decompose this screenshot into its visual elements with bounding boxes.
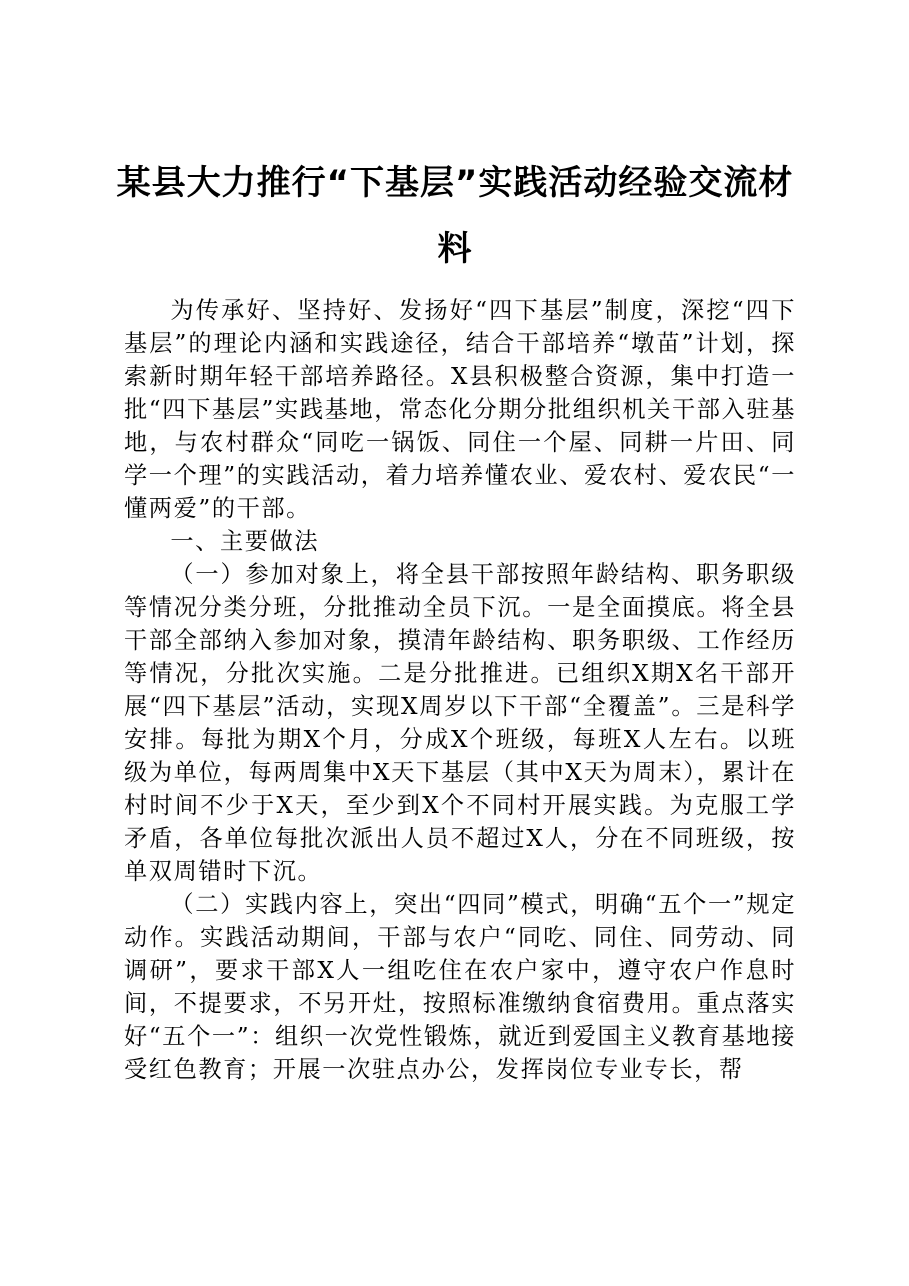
- document-title: 某县大力推行“下基层”实践活动经验交流材料: [116, 163, 794, 269]
- intro-paragraph: 为传承好、坚持好、发扬好“四下基层”制度，深挖“四下基层”的理论内涵和实践途径，结合干部培养“墩苗”计划，探索新时期年轻干部培养路径。X县积极整合资源，集中打造一批“四下基层”实践基地，常态化分期分批组织机关干部入驻基地，与农村群众“同吃一锅饭、同住一个屋、同耕一片田、同学一个理”的实践活动，着力培养懂农业、爱农村、爱农民“一懂两爱”的干部。: [124, 297, 796, 522]
- section-heading: 一、主要做法: [170, 528, 320, 555]
- document-body: [124, 294, 796, 1086]
- body-paragraph-content: （二）实践内容上，突出“四同”模式，明确“五个一”规定动作。实践活动期间，干部与农户“同吃、同住、同劳动、同调研”，要求干部X人一组吃住在农户家中，遵守农户作息时间，不提要求，不另开灶，按照标准缴纳食宿费用。重点落实好“五个一”：组织一次党性锻炼，就近到爱国主义教育基地接受红色教育；开展一次驻点办公，发挥岗位专业专长，帮: [124, 891, 796, 1083]
- body-paragraph-participants: （一）参加对象上，将全县干部按照年龄结构、职务职级等情况分类分班，分批推动全员下沉。一是全面摸底。将全县干部全部纳入参加对象，摸清年龄结构、职务职级、工作经历等情况，分批次实施。二是分批推进。已组织X期X名干部开展“四下基层”活动，实现X周岁以下干部“全覆盖”。三是科学安排。每批为期X个月，分成X个班级，每班X人左右。以班级为单位，每两周集中X天下基层（其中X天为周末），累计在村时间不少于X天，至少到X个不同村开展实践。为克服工学矛盾，各单位每批次派出人员不超过X人，分在不同班级，按单双周错时下沉。: [124, 561, 796, 885]
